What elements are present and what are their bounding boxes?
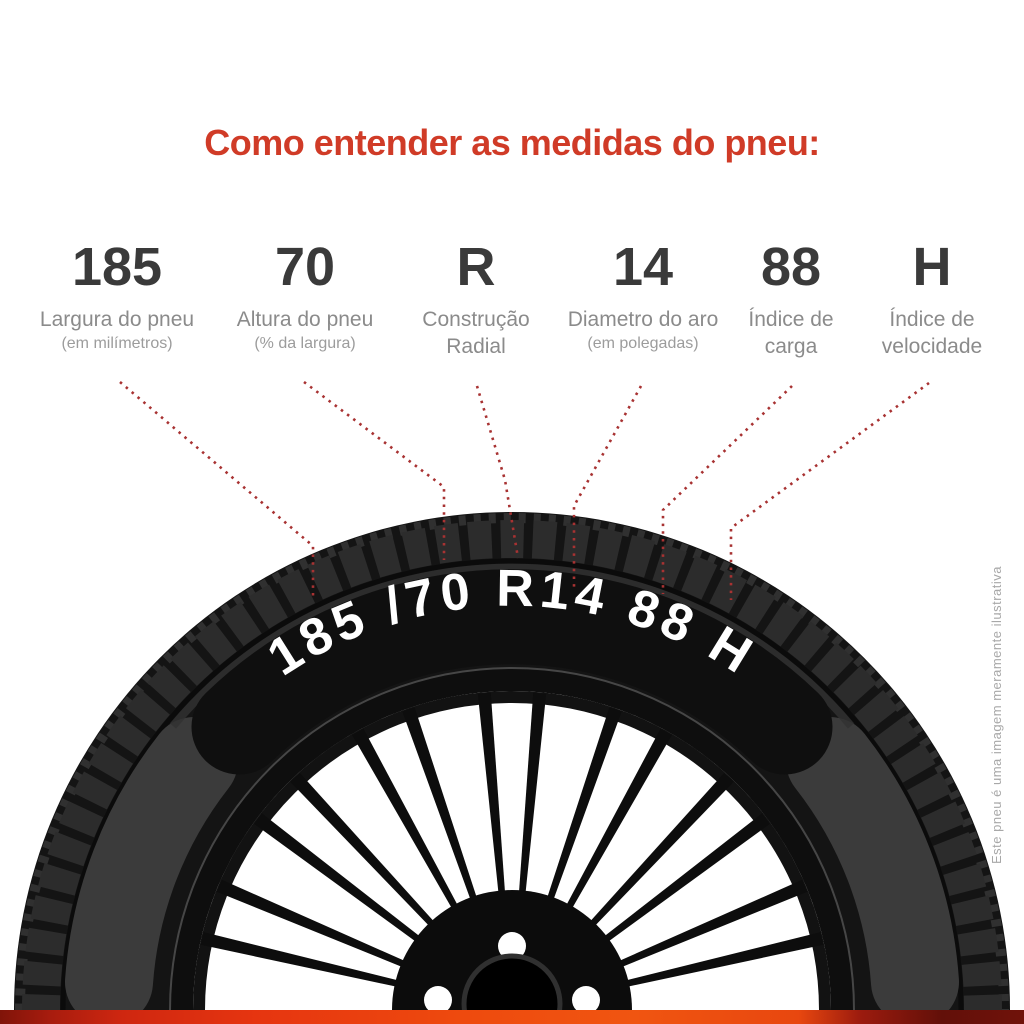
measurement-label: Altura do pneu — [236, 308, 374, 331]
leader-line-width — [120, 382, 313, 598]
measurement-value: 70 — [274, 237, 336, 297]
page-title: Como entender as medidas do pneu: — [204, 122, 820, 163]
measurement-sublabel: Radial — [446, 335, 506, 359]
measurement-value: 88 — [760, 237, 822, 297]
measurement-sublabel: velocidade — [881, 335, 983, 359]
leader-line-speed-index — [731, 383, 929, 600]
bolt-hole — [424, 986, 452, 1014]
measurement-value: R — [456, 237, 496, 297]
measurement-sublabel: (em milímetros) — [61, 335, 173, 353]
tire-sidewall-text: 185 /70 R14 88 H — [257, 559, 766, 688]
measurement-label: Largura do pneu — [39, 308, 195, 331]
measurement-label: Diametro do aro — [567, 308, 719, 331]
measurement-label: Construção — [422, 308, 530, 331]
measurement-value: 14 — [612, 237, 674, 297]
measurement-value: H — [912, 237, 952, 297]
watermark-vertical-text: Este pneu é uma imagem meramente ilustrativa — [989, 565, 1004, 865]
bottom-accent-bar — [0, 1010, 1024, 1024]
measurement-sublabel: carga — [764, 335, 818, 359]
measurement-value: 185 — [71, 237, 163, 297]
bolt-hole — [572, 986, 600, 1014]
measurement-label: Índice de — [748, 308, 834, 331]
measurement-sublabel: (% da largura) — [254, 335, 356, 353]
measurement-sublabel: (em polegadas) — [587, 335, 699, 353]
measurement-label: Índice de — [889, 308, 975, 331]
